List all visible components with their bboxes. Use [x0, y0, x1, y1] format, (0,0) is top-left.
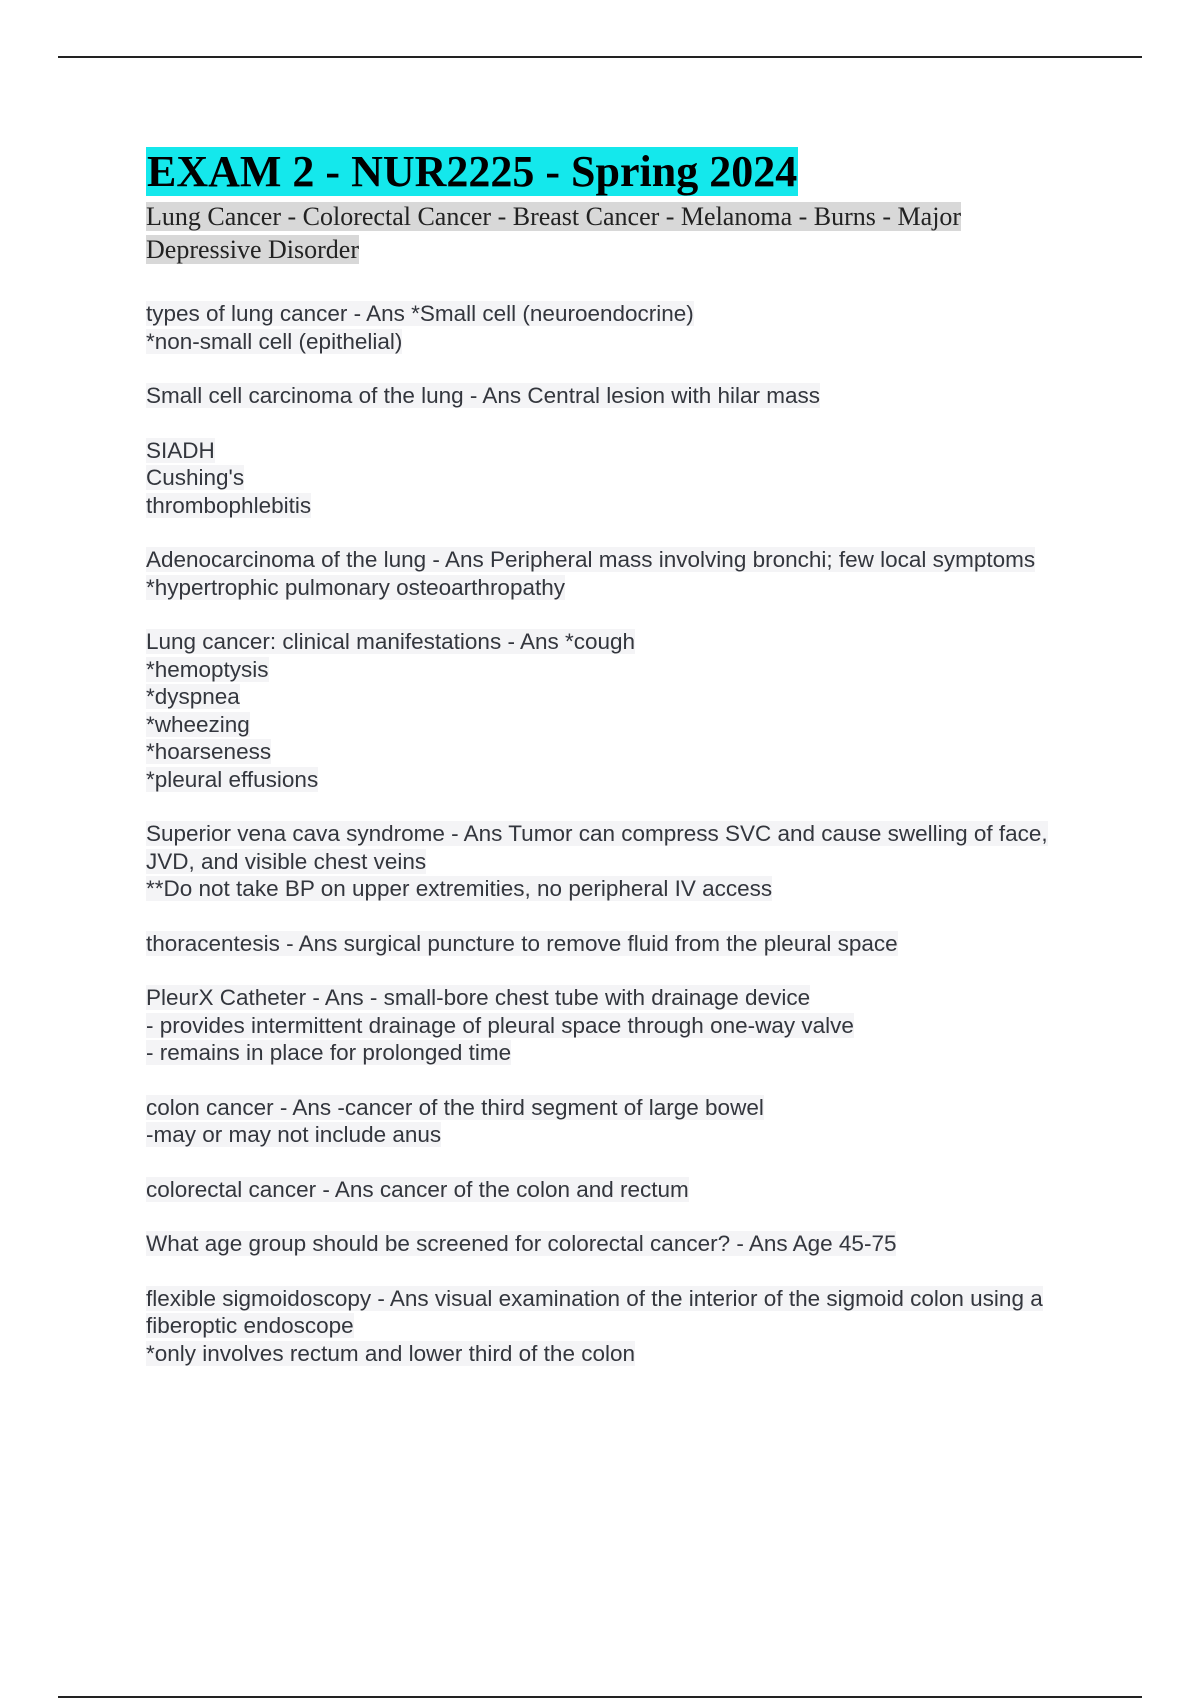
flashcard-line-text: Small cell carcinoma of the lung - Ans Central lesion with hilar mass — [146, 383, 821, 408]
flashcard-term-line — [146, 1285, 1076, 1340]
flashcard-line-text: thrombophlebitis — [146, 492, 312, 518]
flashcard-detail-line — [146, 766, 1076, 794]
flashcard-detail-line — [146, 464, 1076, 492]
flashcard-detail-line — [146, 711, 1076, 739]
flashcard-line-text: SIADH — [146, 437, 215, 463]
flashcard-detail-line — [146, 875, 1076, 903]
document-body — [146, 146, 1076, 1394]
flashcard-line-text: *hemoptysis — [146, 656, 269, 682]
top-rule — [58, 56, 1142, 58]
flashcard-line-text: colon cancer - Ans -cancer of the third segment of large bowel — [146, 1094, 764, 1120]
flashcard-term-line — [146, 1176, 1076, 1204]
flashcard-detail-line — [146, 1121, 1076, 1149]
flashcard-term-line — [146, 628, 1076, 656]
flashcard-line-text: Adenocarcinoma of the lung - Ans Peripheral mass involving bronchi; few local symptoms — [146, 547, 1036, 572]
flashcard-term-line — [146, 1230, 1076, 1258]
flashcard-detail-line — [146, 1340, 1076, 1368]
flashcard-entry — [146, 382, 1076, 410]
flashcard-line-text: - remains in place for prolonged time — [146, 1040, 512, 1065]
flashcard-detail-line — [146, 738, 1076, 766]
flashcard-term-line — [146, 437, 1076, 465]
flashcard-detail-line — [146, 683, 1076, 711]
flashcard-list — [146, 300, 1076, 1367]
flashcard-entry — [146, 820, 1076, 903]
flashcard-line-text: Cushing's — [146, 465, 245, 490]
flashcard-line-text: *hypertrophic pulmonary osteoarthropathy — [146, 574, 565, 600]
flashcard-term-line — [146, 1094, 1076, 1122]
flashcard-entry — [146, 1094, 1076, 1149]
flashcard-line-text: - provides intermittent drainage of pleural space through one-way valve — [146, 1012, 854, 1038]
document-subtitle — [146, 200, 1076, 266]
flashcard-entry — [146, 300, 1076, 355]
flashcard-entry — [146, 984, 1076, 1067]
flashcard-line-text: Lung cancer: clinical manifestations - Ans *cough — [146, 629, 636, 654]
flashcard-entry — [146, 930, 1076, 958]
flashcard-detail-line — [146, 328, 1076, 356]
flashcard-line-text: -may or may not include anus — [146, 1122, 442, 1147]
bottom-rule — [58, 1696, 1142, 1698]
flashcard-entry — [146, 1285, 1076, 1368]
flashcard-detail-line — [146, 1012, 1076, 1040]
flashcard-term-line — [146, 984, 1076, 1012]
flashcard-entry — [146, 437, 1076, 520]
flashcard-line-text: PleurX Catheter - Ans - small-bore chest tube with drainage device — [146, 985, 811, 1010]
flashcard-term-line — [146, 546, 1076, 574]
flashcard-detail-line — [146, 1039, 1076, 1067]
flashcard-line-text: *only involves rectum and lower third of the colon — [146, 1340, 636, 1366]
flashcard-line-text: *pleural effusions — [146, 766, 319, 792]
flashcard-line-text: types of lung cancer - Ans *Small cell (neuroendocrine) — [146, 301, 694, 326]
flashcard-term-line — [146, 820, 1076, 875]
flashcard-line-text: *wheezing — [146, 711, 250, 737]
flashcard-line-text: *dyspnea — [146, 684, 240, 709]
document-title — [146, 146, 1076, 198]
document-subtitle-text: Lung Cancer - Colorectal Cancer - Breast Cancer - Melanoma - Burns - Major Depressive Disorder — [146, 202, 962, 264]
flashcard-line-text: **Do not take BP on upper extremities, no peripheral IV access — [146, 876, 773, 901]
flashcard-entry — [146, 1230, 1076, 1258]
document-title-text: EXAM 2 - NUR2225 - Spring 2024 — [147, 147, 798, 196]
flashcard-line-text: *hoarseness — [146, 739, 272, 764]
flashcard-line-text: What age group should be screened for colorectal cancer? - Ans Age 45-75 — [146, 1231, 897, 1256]
flashcard-line-text: thoracentesis - Ans surgical puncture to remove fluid from the pleural space — [146, 930, 898, 956]
flashcard-detail-line — [146, 574, 1076, 602]
flashcard-line-text: Superior vena cava syndrome - Ans Tumor can compress SVC and cause swelling of face, JVD, and visible chest veins — [146, 821, 1048, 874]
flashcard-detail-line — [146, 492, 1076, 520]
flashcard-detail-line — [146, 656, 1076, 684]
flashcard-entry — [146, 628, 1076, 793]
flashcard-term-line — [146, 300, 1076, 328]
flashcard-line-text: flexible sigmoidoscopy - Ans visual examination of the interior of the sigmoid colon using a fiberoptic endoscope — [146, 1285, 1043, 1338]
flashcard-term-line — [146, 930, 1076, 958]
flashcard-term-line — [146, 382, 1076, 410]
flashcard-line-text: colorectal cancer - Ans cancer of the colon and rectum — [146, 1176, 689, 1202]
flashcard-entry — [146, 546, 1076, 601]
flashcard-entry — [146, 1176, 1076, 1204]
flashcard-line-text: *non-small cell (epithelial) — [146, 328, 403, 354]
